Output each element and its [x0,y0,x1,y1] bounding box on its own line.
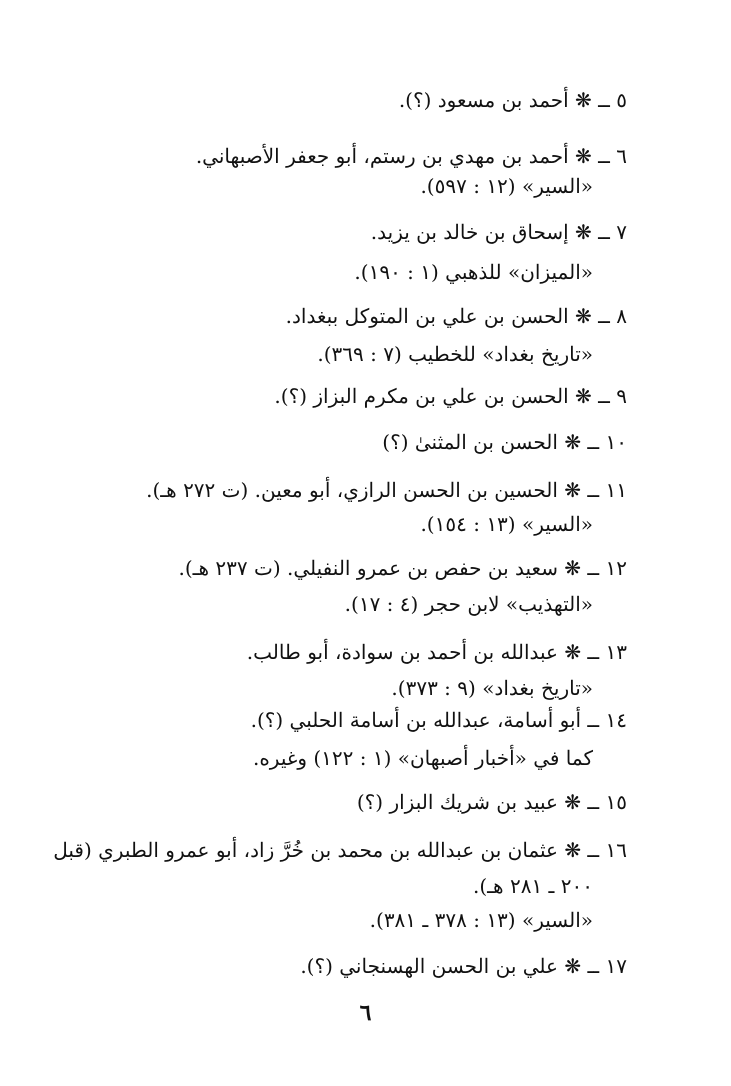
entry-16: ١٦ ــ ❋ عثمان بن عبدالله بن محمد بن خُرَّ زاد، أبو عمرو الطبري (قبل [53,838,627,862]
entry-5: ٥ ــ ❋ أحمد بن مسعود (؟). [398,88,627,112]
entry-16-ref: «السير» (١٣ : ٣٧٨ ـ ٣٨١). [369,908,593,932]
entry-9: ٩ ــ ❋ الحسن بن علي بن مكرم البزاز (؟). [274,384,627,408]
entry-13-ref: «تاريخ بغداد» (٩ : ٣٧٣). [391,676,593,700]
entry-11: ١١ ــ ❋ الحسين بن الحسن الرازي، أبو معين. (ت ٢٧٢ هـ). [146,478,627,502]
entry-13: ١٣ ــ ❋ عبدالله بن أحمد بن سوادة، أبو طالب. [246,640,627,664]
entry-8: ٨ ــ ❋ الحسن بن علي بن المتوكل ببغداد. [285,304,627,328]
entry-6-ref: «السير» (١٢ : ٥٩٧). [420,174,593,198]
entry-10: ١٠ ــ ❋ الحسن بن المثنىٰ (؟) [382,430,627,454]
entry-15: ١٥ ــ ❋ عبيد بن شريك البزار (؟) [356,790,627,814]
entry-12-ref: «التهذيب» لابن حجر (٤ : ١٧). [344,592,593,616]
entry-11-ref: «السير» (١٣ : ١٥٤). [420,512,593,536]
entry-7: ٧ ــ ❋ إسحاق بن خالد بن يزيد. [370,220,627,244]
entry-7-ref: «الميزان» للذهبي (١ : ١٩٠). [354,260,593,284]
entry-16-cont: ٢٠٠ ـ ٢٨١ هـ). [473,874,593,898]
entry-12: ١٢ ــ ❋ سعيد بن حفص بن عمرو النفيلي. (ت ٢٣٧ هـ). [178,556,627,580]
entry-17: ١٧ ــ ❋ علي بن الحسن الهسنجاني (؟). [300,954,627,978]
page-number: ٦ [359,1000,372,1026]
entry-14-ref: كما في «أخبار أصبهان» (١ : ١٢٢) وغيره. [252,746,593,770]
entry-6: ٦ ــ ❋ أحمد بن مهدي بن رستم، أبو جعفر الأصبهاني. [195,144,627,168]
entry-8-ref: «تاريخ بغداد» للخطيب (٧ : ٣٦٩). [317,342,593,366]
entry-14: ١٤ ــ أبو أسامة، عبدالله بن أسامة الحلبي (؟). [250,708,627,732]
